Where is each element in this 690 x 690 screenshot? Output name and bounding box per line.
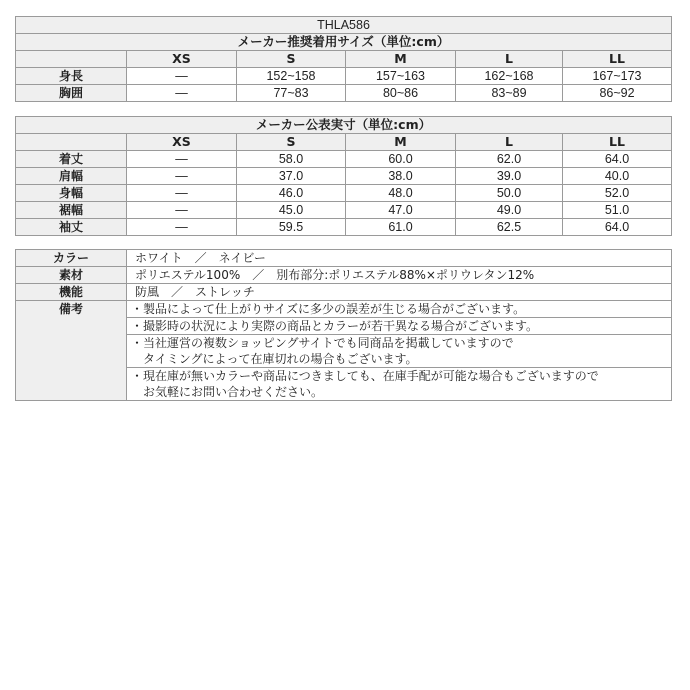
cell: 40.0 (563, 168, 672, 185)
actual-size-title: メーカー公表実寸（単位:cm） (16, 117, 672, 134)
cell: 60.0 (346, 151, 456, 168)
table-row (16, 68, 672, 85)
cell: 162~168 (456, 68, 563, 85)
cell: 47.0 (346, 202, 456, 219)
cell: 64.0 (563, 151, 672, 168)
cell: 157~163 (346, 68, 456, 85)
table-row (16, 168, 672, 185)
header-s: S (237, 51, 346, 68)
cell: 38.0 (346, 168, 456, 185)
cell: — (127, 202, 237, 219)
cell: 61.0 (346, 219, 456, 236)
note-line: お気軽にお問い合わせください。 (131, 385, 324, 399)
cell: 58.0 (237, 151, 346, 168)
cell: 39.0 (456, 168, 563, 185)
header-m: M (346, 51, 456, 68)
header-ll: LL (563, 51, 672, 68)
function-value: 防風 ／ ストレッチ (127, 284, 672, 301)
cell: 64.0 (563, 219, 672, 236)
cell: 62.5 (456, 219, 563, 236)
row-label-sleeve-length: 袖丈 (16, 219, 127, 236)
table-row (16, 202, 672, 219)
cell: 86~92 (563, 85, 672, 102)
header-m: M (346, 134, 456, 151)
function-label: 機能 (16, 284, 127, 301)
detail-row-material (16, 267, 672, 284)
material-label: 素材 (16, 267, 127, 284)
cell: 52.0 (563, 185, 672, 202)
note-line: ・撮影時の状況により実際の商品とカラーが若干異なる場合がございます。 (131, 319, 539, 333)
color-label: カラー (16, 250, 127, 267)
cell: 50.0 (456, 185, 563, 202)
cell: 48.0 (346, 185, 456, 202)
row-label-height: 身長 (16, 68, 127, 85)
product-details-table (15, 249, 672, 401)
table-row (16, 85, 672, 102)
note-item (127, 301, 672, 318)
note-item (127, 335, 672, 368)
row-label-length: 着丈 (16, 151, 127, 168)
note-line: ・当社運営の複数ショッピングサイトでも同商品を掲載していますので (131, 336, 514, 350)
actual-size-table (15, 116, 672, 236)
cell: 83~89 (456, 85, 563, 102)
header-xs: XS (127, 51, 237, 68)
material-value: ポリエステル100% ／ 別布部分:ポリエステル88%×ポリウレタン12% (127, 267, 672, 284)
row-label-chest: 胸囲 (16, 85, 127, 102)
cell: 80~86 (346, 85, 456, 102)
notes-label: 備考 (16, 301, 127, 401)
table-row (16, 185, 672, 202)
note-line: タイミングによって在庫切れの場合もございます。 (131, 352, 418, 366)
row-label-body-width: 身幅 (16, 185, 127, 202)
cell: 62.0 (456, 151, 563, 168)
cell: 49.0 (456, 202, 563, 219)
cell: 59.5 (237, 219, 346, 236)
header-s: S (237, 134, 346, 151)
row-label-hem-width: 裾幅 (16, 202, 127, 219)
cell: — (127, 185, 237, 202)
table-row (16, 219, 672, 236)
table-row (16, 151, 672, 168)
recommended-size-title: メーカー推奨着用サイズ（単位:cm） (16, 34, 672, 51)
cell: 45.0 (237, 202, 346, 219)
detail-row-function (16, 284, 672, 301)
cell: 37.0 (237, 168, 346, 185)
row-label-shoulder: 肩幅 (16, 168, 127, 185)
header-l: L (456, 51, 563, 68)
header-xs: XS (127, 134, 237, 151)
cell: — (127, 168, 237, 185)
recommended-size-table (15, 16, 672, 102)
cell: — (127, 219, 237, 236)
note-line: ・現在庫が無いカラーや商品につきましても、在庫手配が可能な場合もございますので (131, 369, 599, 383)
detail-row-notes (16, 301, 672, 318)
cell: — (127, 68, 237, 85)
header-l: L (456, 134, 563, 151)
cell: — (127, 151, 237, 168)
cell: — (127, 85, 237, 102)
cell: 152~158 (237, 68, 346, 85)
note-item (127, 368, 672, 401)
cell: 77~83 (237, 85, 346, 102)
header-blank (16, 134, 127, 151)
cell: 51.0 (563, 202, 672, 219)
cell: 167~173 (563, 68, 672, 85)
header-ll: LL (563, 134, 672, 151)
detail-row-color (16, 250, 672, 267)
note-line: ・製品によって仕上がりサイズに多少の誤差が生じる場合がございます。 (131, 302, 526, 316)
cell: 46.0 (237, 185, 346, 202)
color-value: ホワイト ／ ネイビー (127, 250, 672, 267)
header-blank (16, 51, 127, 68)
note-item (127, 318, 672, 335)
model-number: THLA586 (16, 17, 672, 34)
